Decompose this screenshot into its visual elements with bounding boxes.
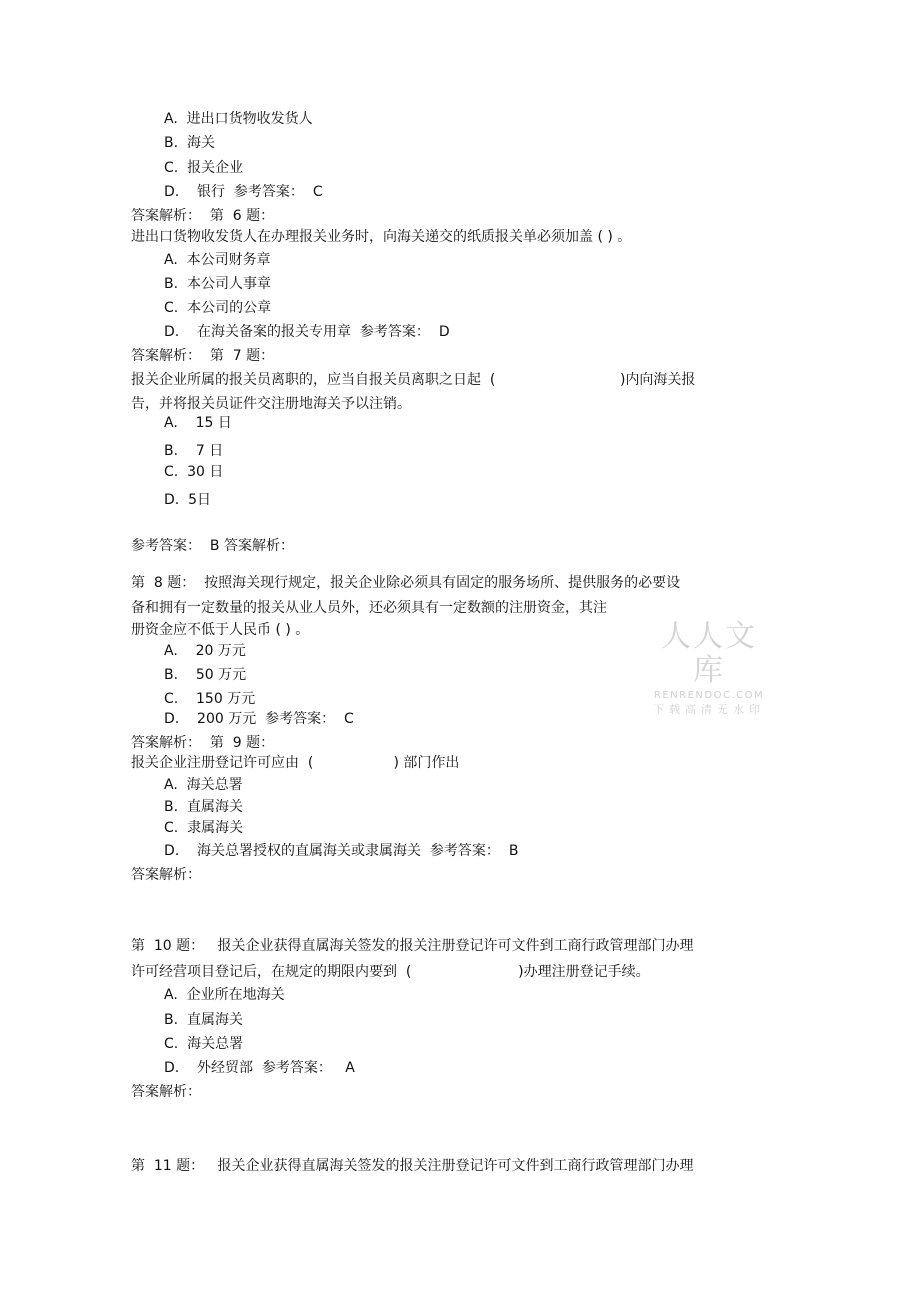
answer-explanation-line: 答案解析：: [131, 1084, 201, 1100]
watermark-brand: 人人文库: [661, 619, 757, 688]
question-text: 进出口货物收发货人在办理报关业务时，向海关递交的纸质报关单必须加盖 ( ) 。: [131, 229, 632, 245]
option-line: A. 15 日: [164, 415, 232, 431]
option-line: C. 30 日: [164, 464, 224, 480]
option-line: A. 本公司财务章: [164, 252, 271, 268]
answer-line: 参考答案： B 答案解析：: [131, 538, 294, 554]
option-line: D. 外经贸部 参考答案： A: [164, 1060, 355, 1076]
option-line: B. 50 万元: [164, 667, 247, 683]
question-text: 告，并将报关员证件交注册地海关予以注销。: [131, 396, 411, 412]
watermark-site: RENRENDOC.COM: [653, 690, 765, 701]
answer-explanation-line: 答案解析： 第 6 题：: [131, 208, 275, 224]
option-line: C. 隶属海关: [164, 820, 244, 836]
option-line: A. 进出口货物收发货人: [164, 111, 313, 127]
option-line: B. 直属海关: [164, 799, 243, 815]
option-line: B. 直属海关: [164, 1012, 243, 1028]
question-text: 报关企业注册登记许可应由 ( ) 部门作出: [131, 755, 460, 771]
option-line: D. 海关总署授权的直属海关或隶属海关 参考答案： B: [164, 843, 519, 859]
watermark-tagline: 下载高清无水印: [653, 703, 765, 716]
option-line: C. 报关企业: [164, 160, 244, 176]
option-line: A. 20 万元: [164, 643, 246, 659]
question-text: 第 11 题： 报关企业获得直属海关签发的报关注册登记许可文件到工商行政管理部门办理: [131, 1158, 694, 1174]
question-text: 第 8 题： 按照海关现行规定，报关企业除必须具有固定的服务场所、提供服务的必要设: [131, 575, 681, 591]
answer-explanation-line: 答案解析： 第 9 题：: [131, 735, 275, 751]
option-line: C. 本公司的公章: [164, 300, 272, 316]
watermark: [646, 620, 772, 717]
question-text: 许可经营项目登记后，在规定的期限内要到 ( )办理注册登记手续。: [131, 964, 650, 980]
option-line: C. 150 万元: [164, 691, 256, 707]
answer-explanation-line: 答案解析：: [131, 867, 201, 883]
option-line: D. 在海关备案的报关专用章 参考答案： D: [164, 324, 450, 340]
option-line: B. 海关: [164, 135, 215, 151]
option-line: B. 7 日: [164, 443, 224, 459]
option-line: C. 海关总署: [164, 1036, 244, 1052]
question-text: 报关企业所属的报关员离职的，应当自报关员离职之日起 ( )内向海关报: [131, 372, 696, 388]
option-line: B. 本公司人事章: [164, 276, 271, 292]
option-line: A. 企业所在地海关: [164, 987, 285, 1003]
question-text: 册资金应不低于人民币 ( ) 。: [131, 622, 310, 638]
question-text: 第 10 题： 报关企业获得直属海关签发的报关注册登记许可文件到工商行政管理部门办理: [131, 938, 694, 954]
option-line: D. 5日: [164, 492, 212, 508]
option-line: D. 银行 参考答案： C: [164, 184, 323, 200]
answer-explanation-line: 答案解析： 第 7 题：: [131, 348, 275, 364]
option-line: A. 海关总署: [164, 777, 243, 793]
option-line: D. 200 万元 参考答案： C: [164, 711, 354, 727]
question-text: 备和拥有一定数量的报关从业人员外，还必须具有一定数额的注册资金，其注: [131, 600, 607, 616]
